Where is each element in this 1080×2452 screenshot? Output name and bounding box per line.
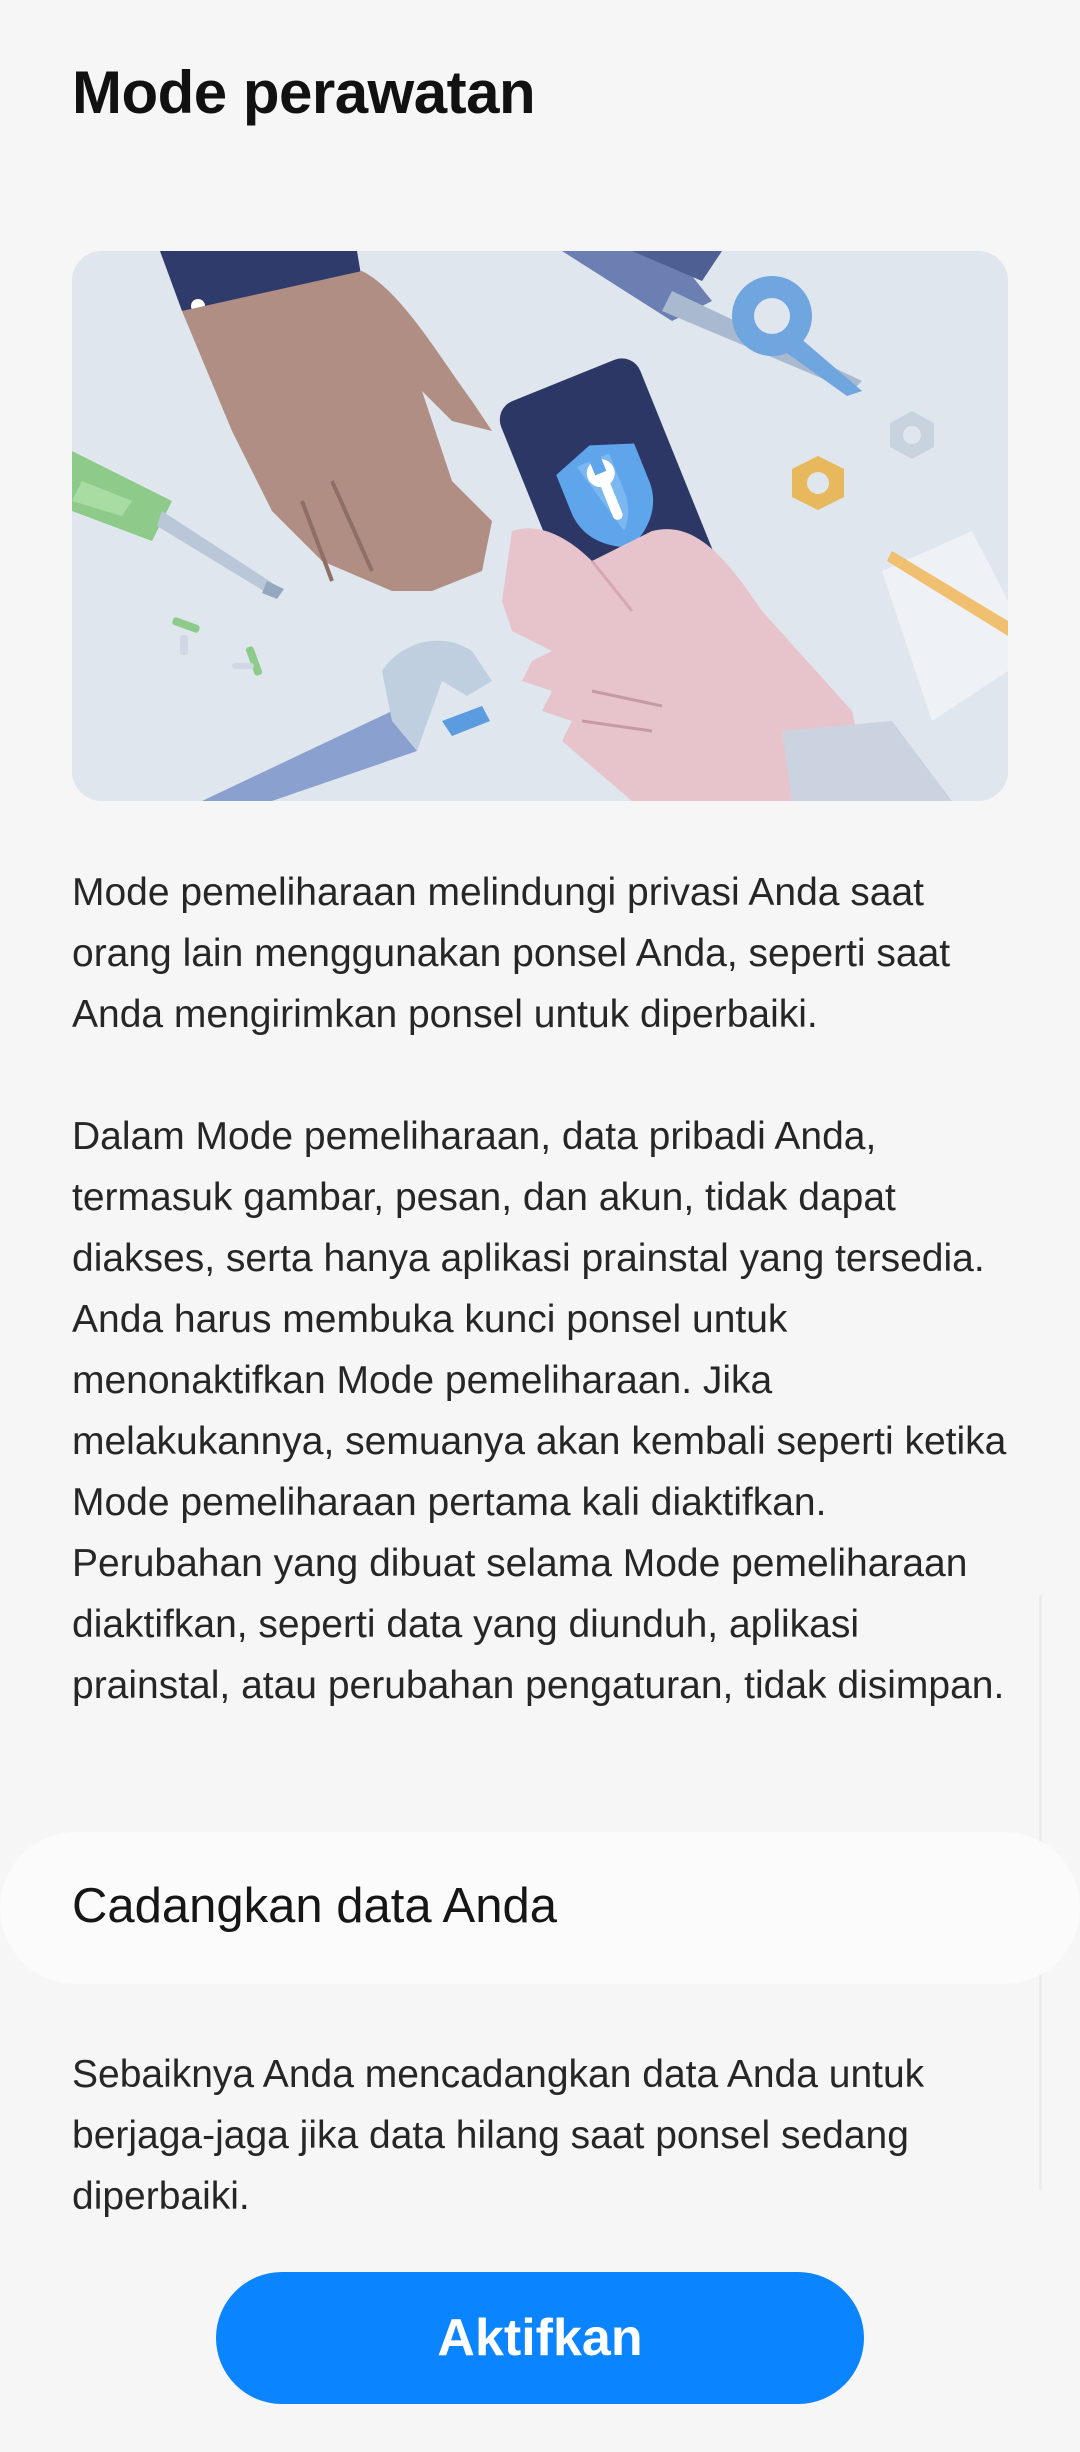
- intro-paragraph-details: Dalam Mode pemeliharaan, data pribadi Anda, termasuk gambar, pesan, dan akun, tidak dapat diakses, serta hanya aplikasi prainstal yang tersedia. Anda harus membuka kunci ponsel untuk menonaktifkan Mode pemeliharaan. Jika melakukannya, semuanya akan kembali seperti ketika Mode pemeliharaan pertama kali diaktifkan. Perubahan yang dibuat selama Mode pemeliharaan diaktifkan, seperti data yang diunduh, aplikasi prainstal, atau perubahan pengaturan, tidak disimpan.: [72, 1115, 1007, 1707]
- backup-description: Sebaiknya Anda mencadangkan data Anda untuk berjaga-jaga jika data hilang saat ponsel sedang diperbaiki.: [72, 2053, 925, 2218]
- backup-section-title: Cadangkan data Anda: [72, 1879, 557, 1933]
- maintenance-mode-illustration: [72, 251, 1008, 801]
- backup-section-row[interactable]: [0, 1832, 1080, 1984]
- page-title: Mode perawatan: [72, 59, 536, 126]
- enable-button[interactable]: Aktifkan: [216, 2272, 864, 2404]
- intro-paragraph-privacy: Mode pemeliharaan melindungi privasi Anda saat orang lain menggunakan ponsel Anda, seperti saat Anda mengirimkan ponsel untuk diperbaiki.: [72, 871, 951, 1036]
